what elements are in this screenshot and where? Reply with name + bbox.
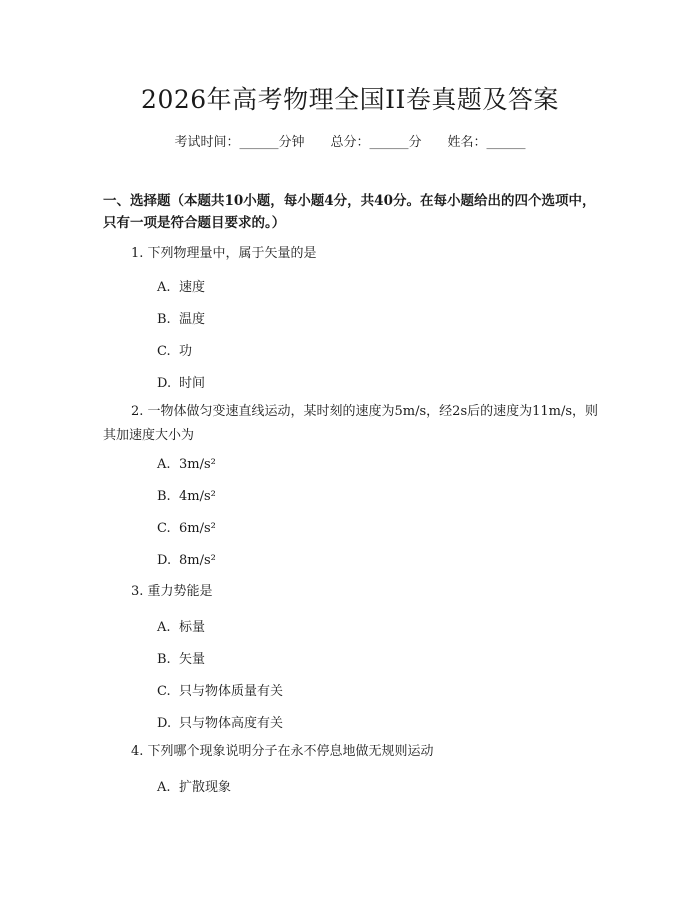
option-text: 3m/s² xyxy=(179,457,216,472)
option-letter: A. xyxy=(157,780,171,795)
question-3-option-c xyxy=(157,680,283,699)
question-4-stem: 4. 下列哪个现象说明分子在永不停息地做无规则运动 xyxy=(131,744,434,759)
option-letter: C. xyxy=(157,344,171,359)
option-text: 矢量 xyxy=(179,652,206,667)
option-letter: B. xyxy=(157,312,171,327)
option-letter: C. xyxy=(157,684,171,699)
option-letter: D. xyxy=(157,553,172,568)
question-1-stem: 1. 下列物理量中，属于矢量的是 xyxy=(131,246,317,261)
option-text: 速度 xyxy=(179,280,206,295)
exam-time-field: 考试时间：______分钟 xyxy=(174,135,305,150)
option-text: 只与物体质量有关 xyxy=(179,684,284,699)
question-2-stem: 2. 一物体做匀变速直线运动，某时刻的速度为5m/s，经2s后的速度为11m/s，则其加速度大小为 xyxy=(103,404,599,443)
exam-info-line xyxy=(0,131,700,150)
student-name-field: 姓名：______ xyxy=(447,135,526,150)
option-letter: B. xyxy=(157,489,171,504)
question-2-option-d xyxy=(157,553,216,568)
question-3-stem: 3. 重力势能是 xyxy=(131,584,213,599)
question-2-option-c xyxy=(157,521,216,536)
option-letter: A. xyxy=(157,280,171,295)
option-text: 功 xyxy=(179,344,193,359)
question-3-option-b xyxy=(157,648,205,667)
question-3-option-a xyxy=(157,616,205,635)
option-text: 标量 xyxy=(179,620,206,635)
option-letter: C. xyxy=(157,521,171,536)
question-4-option-a xyxy=(157,776,231,795)
question-1-option-b xyxy=(157,308,205,327)
option-letter: A. xyxy=(157,457,171,472)
option-text: 温度 xyxy=(179,312,206,327)
option-letter: D. xyxy=(157,376,172,391)
question-2-option-a xyxy=(157,457,216,472)
option-text: 时间 xyxy=(179,376,206,391)
option-text: 6m/s² xyxy=(179,521,216,536)
option-letter: B. xyxy=(157,652,171,667)
total-score-field: 总分：______分 xyxy=(330,135,422,150)
option-text: 4m/s² xyxy=(179,489,216,504)
question-1-option-a xyxy=(157,276,205,295)
option-text: 扩散现象 xyxy=(179,780,232,795)
question-1-option-c xyxy=(157,340,192,359)
option-text: 只与物体高度有关 xyxy=(179,716,284,731)
section-heading: 一、选择题（本题共10小题，每小题4分，共40分。在每小题给出的四个选项中，只有一项是符合题目要求的。） xyxy=(103,193,596,231)
option-text: 8m/s² xyxy=(179,553,216,568)
question-2-option-b xyxy=(157,489,216,504)
question-3-option-d xyxy=(157,712,283,731)
question-1-option-d xyxy=(157,372,205,391)
option-letter: A. xyxy=(157,620,171,635)
page-title: 2026年高考物理全国II卷真题及答案 xyxy=(141,85,559,114)
option-letter: D. xyxy=(157,716,172,731)
